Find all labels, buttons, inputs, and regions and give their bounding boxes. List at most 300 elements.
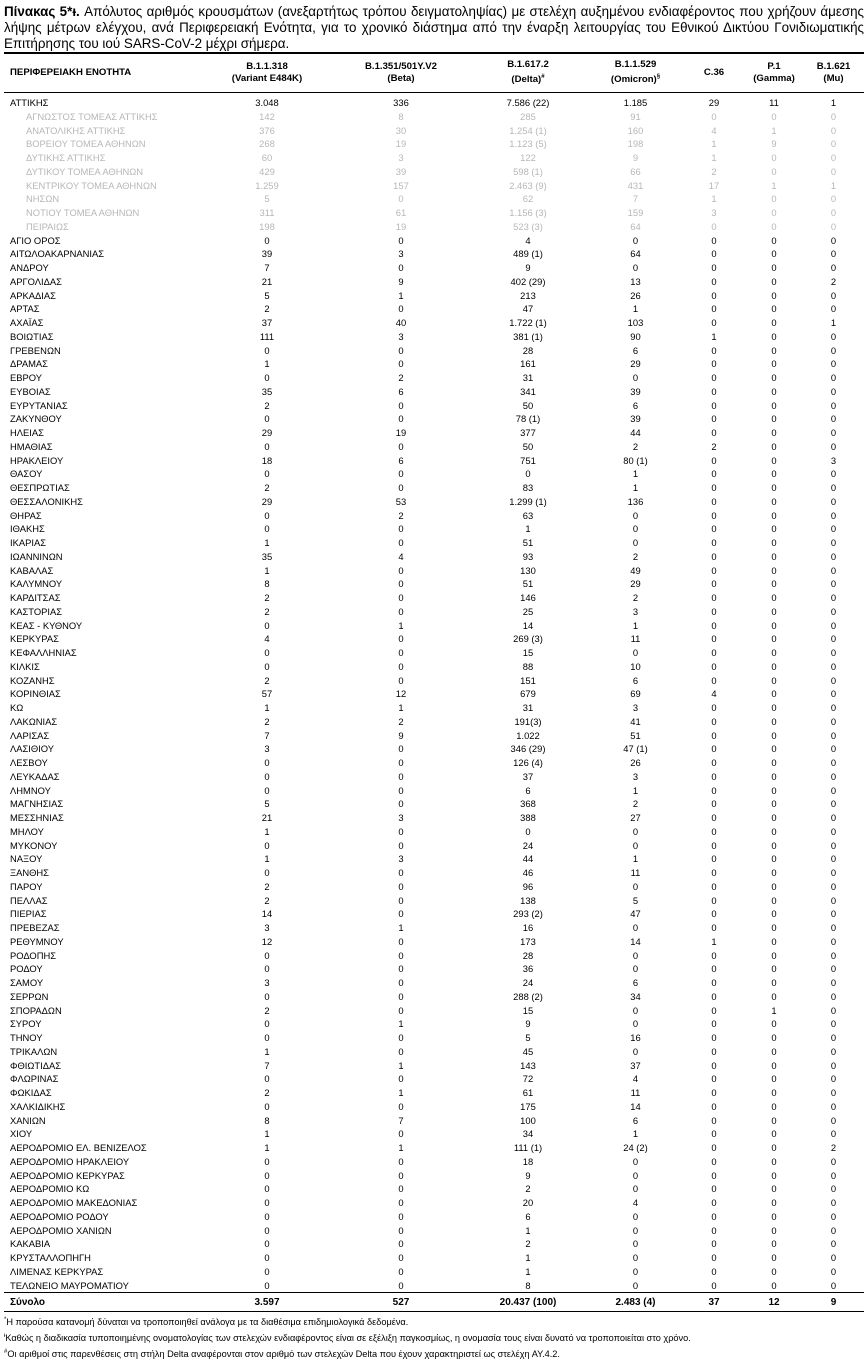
cell-value: 0	[830, 1128, 837, 1140]
cell-value: 1	[525, 1265, 531, 1277]
region-name: ΣΕΡΡΩΝ	[10, 990, 49, 1002]
cell-value: 1	[398, 619, 404, 631]
cell-value: 2	[830, 1142, 837, 1153]
cell-value: 0	[398, 647, 404, 658]
cell-value: 377	[520, 427, 536, 438]
cell-value: 0	[398, 908, 404, 920]
cell-value: 11	[630, 1087, 641, 1098]
total-value: 3.597	[200, 1293, 334, 1312]
table-row	[4, 591, 864, 605]
column-header-line1: B.1.351/501Y.V2	[364, 61, 437, 72]
cell-value: 0	[264, 509, 270, 521]
table-row	[4, 1237, 864, 1251]
cell-value: 5	[525, 1032, 531, 1043]
cell-value: 0	[771, 1045, 777, 1057]
cell-value: 175	[520, 1100, 536, 1112]
region-name: ΙΘΑΚΗΣ	[10, 523, 45, 535]
cell-value: 0	[398, 1155, 404, 1167]
cell-value: 7	[632, 193, 639, 205]
cell-value: 37	[522, 770, 534, 782]
cell-value: 0	[830, 1004, 837, 1016]
cell-value: 0	[771, 647, 777, 658]
cell-value: 0	[398, 1169, 404, 1181]
cell-value: 0	[771, 1197, 777, 1208]
cell-value: 31	[522, 702, 534, 713]
cell-value: 0	[771, 193, 777, 205]
cell-value: 0	[264, 1155, 270, 1167]
table-row	[4, 756, 864, 770]
region-name: ΚΩ	[10, 702, 24, 713]
cell-value: 0	[711, 825, 717, 837]
cell-value: 5	[264, 193, 270, 205]
cell-value: 21	[261, 812, 273, 823]
document-page	[4, 0, 864, 1361]
cell-value: 0	[711, 385, 717, 397]
cell-value: 0	[771, 303, 777, 315]
cell-value: 1.299 (1)	[509, 495, 547, 507]
cell-value: 0	[771, 770, 777, 782]
cell-value: 0	[711, 220, 717, 232]
cell-value: 0	[711, 1169, 717, 1181]
cell-value: 0	[771, 578, 777, 590]
cell-value: 0	[398, 880, 404, 892]
cell-value: 2	[264, 715, 270, 727]
cell-value: 0	[398, 798, 404, 810]
cell-value: 0	[398, 1073, 404, 1085]
cell-value: 0	[398, 523, 404, 535]
cell-value: 2	[264, 605, 270, 617]
cell-value: 0	[711, 729, 717, 741]
cell-value: 9	[398, 275, 404, 287]
column-header-line1: B.1.621	[816, 61, 851, 72]
cell-value: 2	[632, 592, 639, 603]
cell-value: 49	[630, 564, 641, 576]
footnote-mark: ᵻ	[4, 1332, 6, 1339]
column-header-line2: (Omicron)	[610, 74, 657, 86]
cell-value: 3	[264, 743, 270, 755]
cell-value: 1	[264, 853, 270, 865]
cell-value: 2	[711, 165, 717, 177]
table-row	[4, 509, 864, 523]
cell-value: 0	[632, 234, 639, 246]
cell-value: 62	[522, 193, 534, 205]
cell-value: 0	[830, 1197, 837, 1208]
cell-value: 0	[771, 922, 777, 933]
cell-value: 0	[398, 1224, 404, 1236]
cell-value: 0	[830, 427, 837, 438]
cell-value: 93	[522, 550, 534, 562]
total-value: 2.483 (4)	[588, 1293, 683, 1312]
footnote	[4, 1346, 864, 1361]
cell-value: 25	[522, 605, 534, 617]
cell-value: 0	[398, 770, 404, 782]
footnote	[4, 1330, 864, 1346]
region-name: ΚΟΖΑΝΗΣ	[10, 674, 55, 686]
cell-value: 9	[771, 138, 777, 150]
cell-value: 0	[771, 248, 777, 260]
cell-value: 29	[261, 427, 273, 438]
cell-value: 0	[830, 234, 837, 246]
cell-value: 44	[630, 427, 641, 438]
cell-value: 0	[830, 110, 837, 122]
cell-value: 0	[398, 1128, 404, 1140]
table-row	[4, 330, 864, 344]
column-header-variant	[745, 54, 803, 93]
cell-value: 0	[398, 564, 404, 576]
cell-value: 0	[711, 1265, 717, 1277]
table-row	[4, 687, 864, 701]
cell-value: 0	[830, 1183, 837, 1195]
cell-value: 2	[398, 715, 404, 727]
cell-value: 16	[630, 1032, 641, 1043]
table-row	[4, 1155, 864, 1169]
cell-value: 14	[522, 619, 534, 631]
cell-value: 1	[398, 1087, 404, 1098]
cell-value: 0	[711, 743, 717, 755]
cell-value: 8	[264, 1114, 270, 1126]
table-row	[4, 234, 864, 248]
table-row	[4, 247, 864, 261]
cell-value: 0	[398, 413, 404, 425]
table-row	[4, 481, 864, 495]
cell-value: 39	[395, 165, 407, 177]
cell-value: 0	[771, 399, 777, 411]
cell-value: 293 (2)	[513, 908, 543, 920]
cell-value: 0	[771, 1100, 777, 1112]
region-name: ΚΕΑΣ - ΚΥΘΝΟΥ	[10, 619, 83, 631]
region-name: ΘΕΣΣΑΛΟΝΙΚΗΣ	[10, 495, 83, 507]
cell-value: 1	[711, 152, 717, 163]
cell-value: 0	[771, 1155, 777, 1167]
cell-value: 0	[264, 963, 270, 975]
table-row	[4, 797, 864, 811]
table-subrow	[4, 220, 864, 234]
cell-value: 29	[630, 578, 641, 590]
cell-value: 1	[711, 193, 717, 205]
cell-value: 34	[522, 1128, 534, 1140]
cell-value: 0	[711, 454, 717, 466]
cell-value: 2	[632, 550, 639, 562]
cell-value: 0	[398, 743, 404, 755]
cell-value: 6	[632, 674, 639, 686]
cell-value: 36	[522, 963, 534, 975]
cell-value: 0	[711, 1183, 717, 1195]
cell-value: 0	[830, 619, 837, 631]
cell-value: 0	[830, 124, 837, 136]
cell-value: 0	[711, 1279, 717, 1291]
region-name: ΑΤΤΙΚΗΣ	[10, 97, 49, 108]
region-name: ΚΙΛΚΙΣ	[10, 660, 40, 672]
region-name: ΑΕΡΟΔΡΟΜΙΟ ΗΡΑΚΛΕΙΟΥ	[10, 1155, 130, 1167]
footnote-mark: *	[4, 1317, 7, 1324]
table-subrow	[4, 165, 864, 179]
cell-value: 0	[711, 1142, 717, 1153]
region-name: ΙΩΑΝΝΙΝΩΝ	[10, 550, 63, 562]
region-name: ΞΑΝΘΗΣ	[10, 867, 49, 878]
cell-value: 0	[398, 1032, 404, 1043]
region-name: ΜΑΓΝΗΣΙΑΣ	[10, 798, 64, 810]
cell-value: 100	[520, 1114, 536, 1126]
cell-value: 9	[398, 729, 404, 741]
cell-value: 0	[771, 1265, 777, 1277]
cell-value: 0	[398, 1045, 404, 1057]
cell-value: 0	[711, 1100, 717, 1112]
cell-value: 29	[630, 358, 641, 370]
cell-value: 0	[711, 110, 717, 122]
cell-value: 96	[522, 880, 534, 892]
cell-value: 5	[264, 798, 270, 810]
cell-value: 8	[264, 578, 270, 590]
table-row	[4, 412, 864, 426]
cell-value: 2	[632, 440, 639, 452]
cell-value: 159	[627, 207, 644, 218]
cell-value: 0	[771, 1279, 777, 1291]
cell-value: 0	[830, 757, 837, 768]
cell-value: 1	[632, 1128, 639, 1140]
cell-value: 2	[264, 894, 270, 906]
cell-value: 0	[830, 1238, 837, 1250]
region-name: ΦΛΩΡΙΝΑΣ	[10, 1073, 59, 1085]
cell-value: 0	[711, 990, 717, 1002]
cell-value: 0	[711, 495, 717, 507]
cell-value: 0	[398, 894, 404, 906]
table-row	[4, 990, 864, 1004]
cell-value: 90	[630, 330, 641, 342]
table-row	[4, 564, 864, 578]
region-name: ΘΕΣΠΡΩΤΙΑΣ	[10, 482, 70, 493]
table-row	[4, 454, 864, 468]
region-name: ΚΕΝΤΡΙΚΟΥ ΤΟΜΕΑ ΑΘΗΝΩΝ	[26, 179, 157, 191]
cell-value: 0	[711, 839, 717, 851]
cell-value: 103	[627, 317, 644, 328]
cell-value: 18	[522, 1155, 534, 1167]
cell-value: 0	[771, 152, 777, 163]
cell-value: 0	[830, 880, 837, 892]
cell-value: 0	[398, 1183, 404, 1195]
cell-value: 0	[771, 372, 777, 383]
table-row	[4, 261, 864, 275]
cell-value: 41	[630, 715, 641, 727]
cell-value: 0	[711, 234, 717, 246]
cell-value: 213	[520, 289, 536, 301]
cell-value: 191(3)	[514, 715, 542, 727]
region-name: ΜΗΛΟΥ	[10, 825, 44, 837]
cell-value: 4	[711, 688, 717, 700]
cell-value: 598 (1)	[513, 165, 543, 177]
cell-value: 0	[711, 1073, 717, 1085]
cell-value: 0	[398, 1238, 404, 1250]
column-header-line1: ΠΕΡΙΦΕΡΕΙΑΚΗ ΕΝΟΤΗΤΑ	[10, 67, 132, 78]
cell-value: 0	[830, 825, 837, 837]
cell-value: 2.463 (9)	[509, 179, 547, 191]
region-name: ΜΕΣΣΗΝΙΑΣ	[10, 812, 64, 823]
table-row	[4, 976, 864, 990]
cell-value: 0	[398, 193, 404, 205]
column-header-region	[4, 54, 200, 93]
column-header-line2: (Delta)	[511, 74, 542, 86]
cell-value: 1	[398, 702, 404, 713]
region-name: ΚΕΡΚΥΡΑΣ	[10, 633, 59, 645]
table-header-row	[4, 54, 864, 93]
cell-value: 2	[264, 482, 270, 493]
cell-value: 0	[830, 509, 837, 521]
table-row	[4, 674, 864, 688]
cell-value: 130	[520, 564, 536, 576]
cell-value: 30	[395, 124, 407, 136]
table-subrow	[4, 179, 864, 193]
region-name: ΛΑΡΙΣΑΣ	[10, 729, 50, 741]
cell-value: 1	[264, 358, 270, 370]
cell-value: 0	[771, 1114, 777, 1126]
cell-value: 0	[711, 564, 717, 576]
table-subrow	[4, 137, 864, 151]
cell-value: 14	[630, 935, 641, 947]
column-header-line2: (Gamma)	[753, 73, 795, 84]
table-row	[4, 935, 864, 949]
cell-value: 268	[259, 138, 275, 150]
cell-value: 39	[630, 385, 641, 397]
cell-value: 0	[264, 784, 270, 796]
cell-value: 24	[522, 839, 534, 851]
cell-value: 1	[771, 179, 777, 191]
cell-value: 64	[630, 248, 641, 260]
cell-value: 0	[830, 963, 837, 975]
region-name: ΤΕΛΩΝΕΙΟ ΜΑΥΡΟΜΑΤΙΟΥ	[10, 1279, 129, 1291]
cell-value: 0	[771, 537, 777, 548]
cell-value: 4	[525, 234, 531, 246]
cell-value: 0	[830, 358, 837, 370]
region-name: ΛΑΚΩΝΙΑΣ	[10, 715, 58, 727]
cell-value: 0	[771, 990, 777, 1002]
cell-value: 4	[711, 124, 717, 136]
cell-value: 0	[711, 647, 717, 658]
cell-value: 341	[520, 385, 536, 397]
cell-value: 269 (3)	[513, 633, 543, 645]
cell-value: 29	[261, 495, 273, 507]
cell-value: 27	[630, 812, 641, 823]
cell-value: 2	[264, 592, 270, 603]
cell-value: 1	[632, 784, 639, 796]
table-row	[4, 96, 864, 110]
cell-value: 0	[711, 523, 717, 535]
cell-value: 0	[830, 495, 837, 507]
cell-value: 0	[632, 949, 639, 961]
cell-value: 0	[264, 757, 270, 768]
cell-value: 0	[830, 193, 837, 205]
table-row	[4, 467, 864, 481]
cell-value: 44	[522, 853, 534, 865]
region-name: ΑΓΙΟ ΟΡΟΣ	[10, 234, 61, 246]
column-header-footnote-mark: §	[656, 74, 661, 81]
cell-value: 1	[264, 1142, 270, 1153]
cell-value: 83	[522, 482, 534, 493]
cell-value: 1.254 (1)	[509, 124, 547, 136]
cell-value: 0	[264, 1210, 270, 1222]
region-name: ΛΗΜΝΟΥ	[10, 784, 51, 796]
cell-value: 11	[630, 867, 641, 878]
region-name: ΔΥΤΙΚΟΥ ΤΟΜΕΑ ΑΘΗΝΩΝ	[26, 165, 144, 177]
cell-value: 0	[830, 1045, 837, 1057]
cell-value: 29	[708, 97, 720, 108]
cell-value: 1	[398, 922, 404, 933]
cell-value: 0	[711, 468, 717, 480]
cell-value: 51	[630, 729, 641, 741]
cell-value: 0	[264, 1197, 270, 1208]
cell-value: 19	[395, 220, 407, 232]
cell-value: 0	[264, 1238, 270, 1250]
cell-value: 0	[264, 523, 270, 535]
cell-value: 0	[830, 977, 837, 988]
region-name: ΠΕΙΡΑΙΩΣ	[26, 220, 69, 232]
cell-value: 0	[711, 248, 717, 260]
cell-value: 91	[630, 110, 641, 122]
cell-value: 0	[398, 303, 404, 315]
cell-value: 88	[522, 660, 534, 672]
cell-value: 0	[632, 839, 639, 851]
cell-value: 0	[830, 152, 837, 163]
cell-value: 0	[771, 592, 777, 603]
cell-value: 8	[525, 1279, 531, 1291]
cell-value: 1	[525, 1252, 531, 1263]
cell-value: 0	[632, 1252, 639, 1263]
table-row	[4, 1059, 864, 1073]
cell-value: 0	[264, 440, 270, 452]
cell-value: 0	[771, 894, 777, 906]
table-row	[4, 440, 864, 454]
cell-value: 0	[711, 619, 717, 631]
region-name: ΚΑΡΔΙΤΣΑΣ	[10, 592, 61, 603]
cell-value: 0	[830, 867, 837, 878]
cell-value: 0	[771, 385, 777, 397]
cell-value: 24 (2)	[623, 1142, 648, 1153]
cell-value: 0	[264, 990, 270, 1002]
cell-value: 15	[522, 1004, 534, 1016]
table-subrow	[4, 151, 864, 165]
footnote-text: Καθώς η διαδικασία τυποποιημένης ονοματολογίας των στελεχών ενδιαφέροντος είναι σε εξέλιξη παγκοσμίως, η ονομασία τους είναι δυνατό να τροποποιείται στο χρόνο.	[5, 1332, 691, 1343]
region-name: ΣΠΟΡΑΔΩΝ	[10, 1004, 62, 1016]
caption-text: Απόλυτος αριθμός κρουσμάτων (ανεξαρτήτως τρόπου δειγματοληψίας) με στελέχη αυξημένου ενδιαφέροντος που χρήζουν άμεσης λήψης μέτρων ελέγχου, ανά Περιφερειακή Ενότητα, για το χρονικό διάστημα από την έναρξη λειτουργίας του Εθνικού Δικτύου Γονιδιωματικής Επιτήρησης του ιού SARS-CoV-2 μέχρι σήμερα.	[4, 4, 864, 51]
cell-value: 13	[630, 275, 641, 287]
cell-value: 0	[711, 1018, 717, 1030]
cell-value: 0	[771, 743, 777, 755]
cell-value: 17	[708, 179, 720, 191]
cell-value: 0	[771, 1018, 777, 1030]
cell-value: 0	[771, 633, 777, 645]
region-name: ΠΙΕΡΙΑΣ	[10, 908, 47, 920]
cell-value: 0	[264, 344, 270, 356]
cell-value: 1.022	[516, 729, 540, 741]
cell-value: 3	[398, 812, 404, 823]
cell-value: 2	[632, 798, 639, 810]
cell-value: 0	[771, 482, 777, 493]
cell-value: 21	[261, 275, 273, 287]
footnote-text: Οι αριθμοί στις παρενθέσεις στη στήλη Delta αναφέρονται στον αριθμό των στελεχών Delta που έχουν χαρακτηριστεί ως στελέχη ΑΥ.4.2.	[7, 1348, 560, 1359]
table-row	[4, 1224, 864, 1238]
cell-value: 0	[711, 702, 717, 713]
column-header-line1: P.1	[767, 61, 781, 72]
cell-value: 0	[830, 1155, 837, 1167]
cell-value: 0	[711, 1114, 717, 1126]
region-name: ΑΕΡΟΔΡΟΜΙΟ ΕΛ. ΒΕΝΙΖΕΛΟΣ	[10, 1142, 147, 1153]
cell-value: 0	[830, 1252, 837, 1263]
cell-value: 4	[632, 1197, 639, 1208]
table-row	[4, 632, 864, 646]
cell-value: 0	[771, 963, 777, 975]
cell-value: 1.156 (3)	[509, 207, 547, 218]
table-row	[4, 729, 864, 743]
cell-value: 0	[771, 330, 777, 342]
cell-value: 51	[522, 537, 534, 548]
